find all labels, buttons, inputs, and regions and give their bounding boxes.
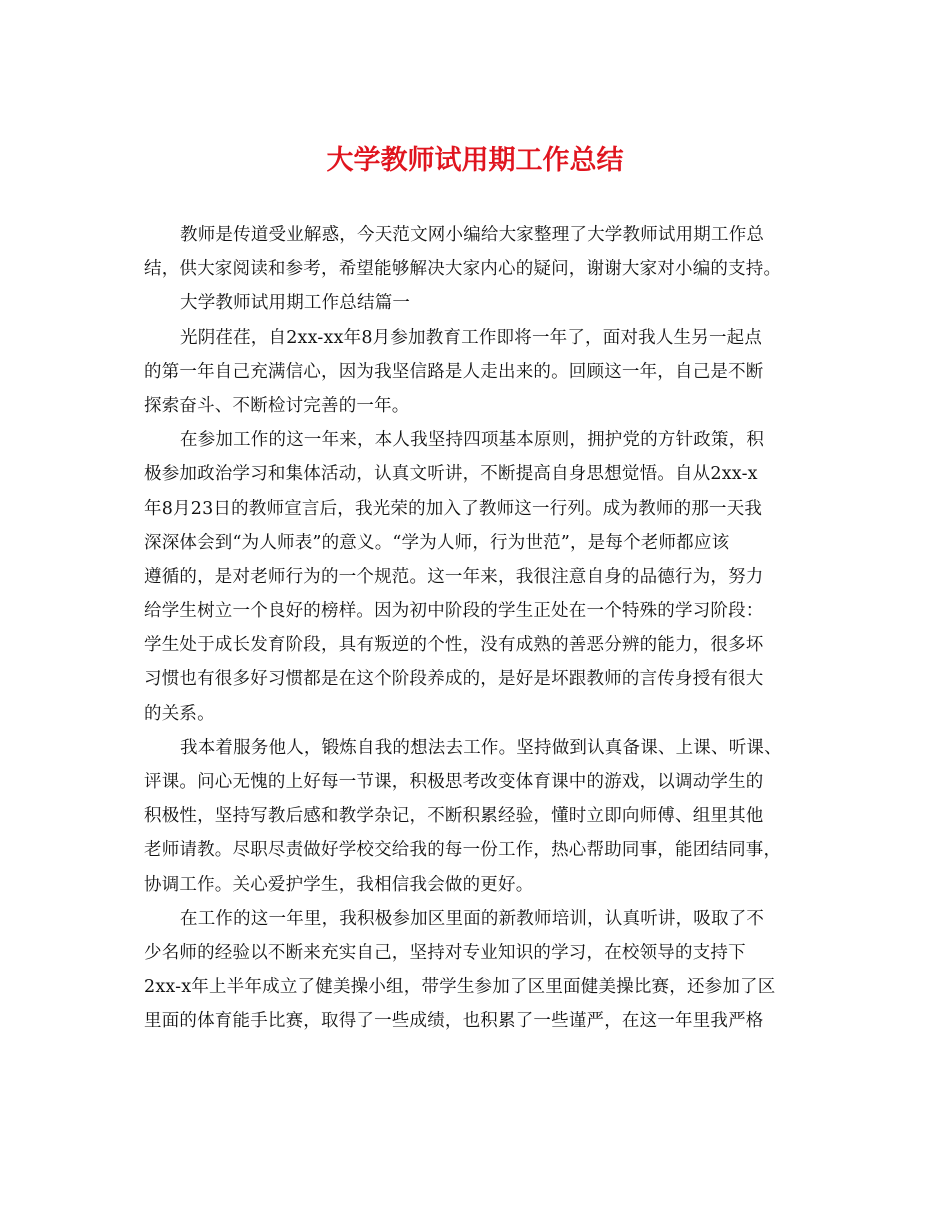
paragraph-line: 习惯也有很多好习惯都是在这个阶段养成的，是好是坏跟教师的言传身授有很大 (144, 669, 764, 690)
paragraph-line: 老师请教。尽职尽责做好学校交给我的每一份工作，热心帮助同事，能团结同事， (144, 840, 782, 861)
paragraph-line: 2xx-x年上半年成立了健美操小组，带学生参加了区里面健美操比赛，还参加了区 (144, 977, 776, 998)
paragraph-line: 遵循的，是对老师行为的一个规范。这一年来，我很注意自身的品德行为，努力 (144, 566, 764, 587)
paragraph-line: 年8月23日的教师宣言后，我光荣的加入了教师这一行列。成为教师的那一天我 (144, 498, 763, 519)
paragraph-line: 深深体会到“为人师表”的意义。“学为人师，行为世范”，是每个老师都应该 (144, 532, 730, 553)
paragraph-line: 学生处于成长发育阶段，具有叛逆的个性，没有成熟的善恶分辨的能力，很多坏 (144, 635, 764, 656)
paragraph-line: 少名师的经验以不断来充实自己，坚持对专业知识的学习，在校领导的支持下 (144, 942, 746, 963)
paragraph-line: 光阴荏荏，自2xx-xx年8月参加教育工作即将一年了，面对我人生另一起点 (180, 327, 763, 348)
paragraph-line: 探索奋斗、不断检讨完善的一年。 (144, 395, 410, 416)
paragraph-line: 积极性，坚持写教后感和教学杂记，不断积累经验，懂时立即向师傅、组里其他 (144, 806, 764, 827)
paragraph-line: 极参加政治学习和集体活动，认真文听讲，不断提高自身思想觉悟。自从2xx-x (144, 464, 758, 485)
paragraph-line: 在参加工作的这一年来，本人我坚持四项基本原则，拥护党的方针政策，积 (180, 430, 765, 451)
paragraph-line: 给学生树立一个良好的榜样。因为初中阶段的学生正处在一个特殊的学习阶段： (144, 601, 764, 622)
document-title: 大学教师试用期工作总结 (326, 145, 624, 176)
paragraph-line: 协调工作。关心爱护学生，我相信我会做的更好。 (144, 874, 534, 895)
paragraph-line: 的第一年自己充满信心，因为我坚信路是人走出来的。回顾这一年，自己是不断 (144, 361, 764, 382)
paragraph-line: 我本着服务他人，锻炼自我的想法去工作。坚持做到认真备课、上课、听课、 (180, 737, 782, 758)
paragraph-line: 里面的体育能手比赛，取得了一些成绩，也积累了一些谨严，在这一年里我严格 (144, 1011, 764, 1032)
paragraph-line: 在工作的这一年里，我积极参加区里面的新教师培训，认真听讲，吸取了不 (180, 908, 765, 929)
paragraph-line: 的关系。 (144, 703, 215, 724)
paragraph-line: 结，供大家阅读和参考，希望能够解决大家内心的疑问，谢谢大家对小编的支持。 (144, 259, 782, 280)
section-heading: 大学教师试用期工作总结篇一 (180, 293, 411, 314)
document-body (144, 218, 804, 1039)
paragraph-line: 评课。问心无愧的上好每一节课，积极思考改变体育课中的游戏，以调动学生的 (144, 772, 764, 792)
paragraph-line: 教师是传道受业解惑，今天范文网小编给大家整理了大学教师试用期工作总 (180, 225, 765, 245)
